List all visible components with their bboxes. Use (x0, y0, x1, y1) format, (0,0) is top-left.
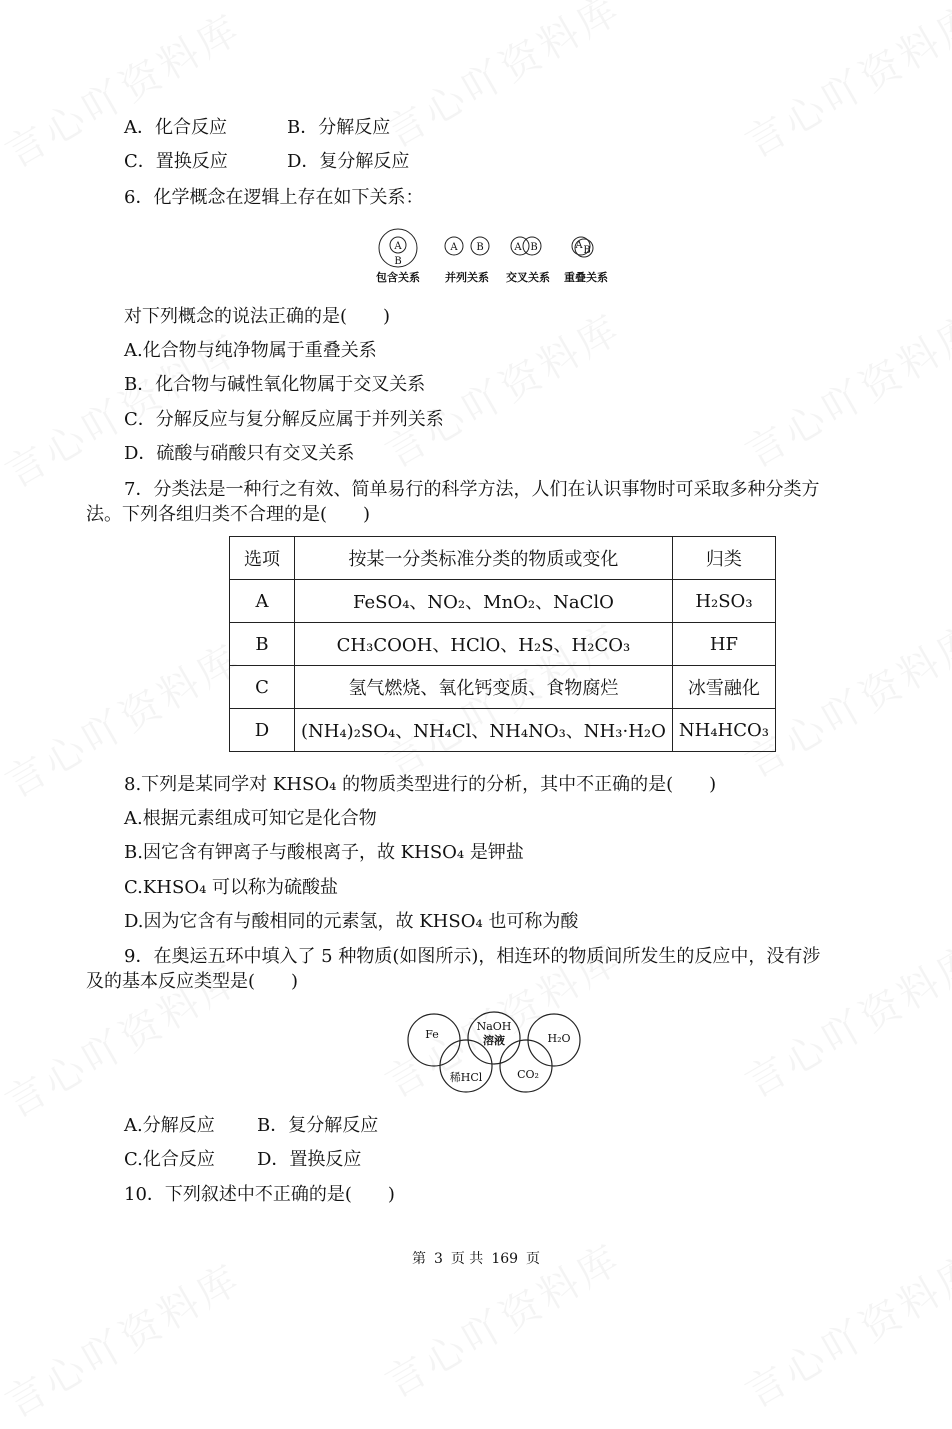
q5-option-a: A．化合反应 (124, 117, 227, 138)
q9-option-a: A.分解反应 (124, 1115, 215, 1136)
table-cell-items: FeSO₄、NO₂、MnO₂、NaClO (295, 580, 673, 623)
footer-page-total: 169 (491, 1251, 519, 1267)
ring-label-co2: CO₂ (517, 1068, 539, 1081)
q6-relation-diagram (370, 228, 630, 288)
table-header-cell: 归类 (672, 537, 775, 580)
table-row (230, 709, 776, 752)
q6-option-b: B．化合物与碱性氧化物属于交叉关系 (124, 374, 426, 395)
watermark (373, 0, 630, 159)
footer-prefix: 第 (411, 1251, 426, 1267)
q6-ask: 对下列概念的说法正确的是( ) (124, 306, 391, 327)
ring-label-fe: Fe (425, 1028, 439, 1041)
ring-label-solution: 溶液 (483, 1034, 505, 1047)
table-cell-class: HF (672, 623, 775, 666)
table-cell-items: CH₃COOH、HClO、H₂S、H₂CO₃ (295, 623, 673, 666)
ring-label-hcl: 稀HCl (449, 1071, 483, 1084)
footer-mid: 页 共 (450, 1251, 484, 1267)
q7-table (229, 536, 776, 752)
q5-option-b: B．分解反应 (287, 117, 391, 138)
diagram-label-b: B (530, 242, 538, 253)
page-footer (0, 1248, 952, 1268)
q9-option-c: C.化合反应 (124, 1149, 215, 1170)
q6-option-d: D．硫酸与硝酸只有交叉关系 (124, 443, 355, 464)
diagram-label-a: A (575, 240, 583, 251)
footer-page-number: 3 (433, 1251, 443, 1267)
table-row (230, 580, 776, 623)
q6-option-a: A.化合物与纯净物属于重叠关系 (124, 340, 377, 361)
q8-option-b: B.因它含有钾离子与酸根离子，故 KHSO₄ 是钾盐 (124, 842, 524, 863)
footer-suffix: 页 (526, 1251, 541, 1267)
diagram-label-b: B (583, 245, 591, 256)
table-cell-option: B (230, 623, 295, 666)
diagram-caption-parallel: 并列关系 (445, 271, 489, 284)
diagram-label-a: A (394, 241, 402, 252)
q7-stem-line1: 7．分类法是一种行之有效、简单易行的科学方法，人们在认识事物时可采取多种分类方 (124, 479, 820, 500)
watermark (733, 298, 952, 479)
table-cell-option: C (230, 666, 295, 709)
q9-olympic-rings-diagram (404, 1008, 594, 1098)
q6-stem: 6．化学概念在逻辑上存在如下关系： (124, 187, 424, 208)
q7-stem-line2: 法。下列各组归类不合理的是( ) (86, 504, 371, 525)
q8-option-d: D.因为它含有与酸相同的元素氢，故 KHSO₄ 也可称为酸 (124, 911, 579, 932)
q9-option-d: D．置换反应 (257, 1149, 362, 1170)
ring-label-h2o: H₂O (547, 1032, 571, 1045)
table-cell-option: D (230, 709, 295, 752)
q8-option-a: A.根据元素组成可知它是化合物 (124, 808, 377, 829)
q5-option-d: D．复分解反应 (287, 151, 410, 172)
q9-stem-line2: 及的基本反应类型是( ) (86, 971, 299, 992)
q10-stem: 10．下列叙述中不正确的是( ) (124, 1184, 395, 1205)
ring-label-naoh: NaOH (476, 1020, 512, 1033)
diagram-caption-overlap: 重叠关系 (564, 271, 608, 284)
table-cell-class: NH₄HCO₃ (672, 709, 775, 752)
diagram-label-a: A (514, 242, 522, 253)
table-cell-items: (NH₄)₂SO₄、NH₄Cl、NH₄NO₃、NH₃·H₂O (295, 709, 673, 752)
table-header-cell: 按某一分类标准分类的物质或变化 (295, 537, 673, 580)
q9-stem-line1: 9．在奥运五环中填入了 5 种物质(如图所示)，相连环的物质间所发生的反应中，没有涉 (124, 946, 821, 967)
table-row (230, 623, 776, 666)
table-cell-items: 氢气燃烧、氧化钙变质、食物腐烂 (295, 666, 673, 709)
table-header-cell: 选项 (230, 537, 295, 580)
q8-option-c: C.KHSO₄ 可以称为硫酸盐 (124, 877, 339, 898)
q6-option-c: C．分解反应与复分解反应属于并列关系 (124, 409, 444, 430)
watermark (0, 1248, 251, 1429)
table-header-row (230, 537, 776, 580)
diagram-caption-contain: 包含关系 (376, 271, 420, 284)
q9-option-b: B．复分解反应 (257, 1115, 379, 1136)
diagram-label-b: B (476, 242, 484, 253)
diagram-label-b: B (394, 256, 402, 267)
diagram-label-a: A (450, 242, 458, 253)
table-cell-option: A (230, 580, 295, 623)
q5-option-c: C．置换反应 (124, 151, 228, 172)
diagram-caption-cross: 交叉关系 (506, 271, 550, 284)
q8-stem: 8.下列是某同学对 KHSO₄ 的物质类型进行的分析，其中不正确的是( ) (124, 774, 717, 795)
table-cell-class: H₂SO₃ (672, 580, 775, 623)
table-cell-class: 冰雪融化 (672, 666, 775, 709)
watermark (733, 0, 952, 169)
table-row (230, 666, 776, 709)
